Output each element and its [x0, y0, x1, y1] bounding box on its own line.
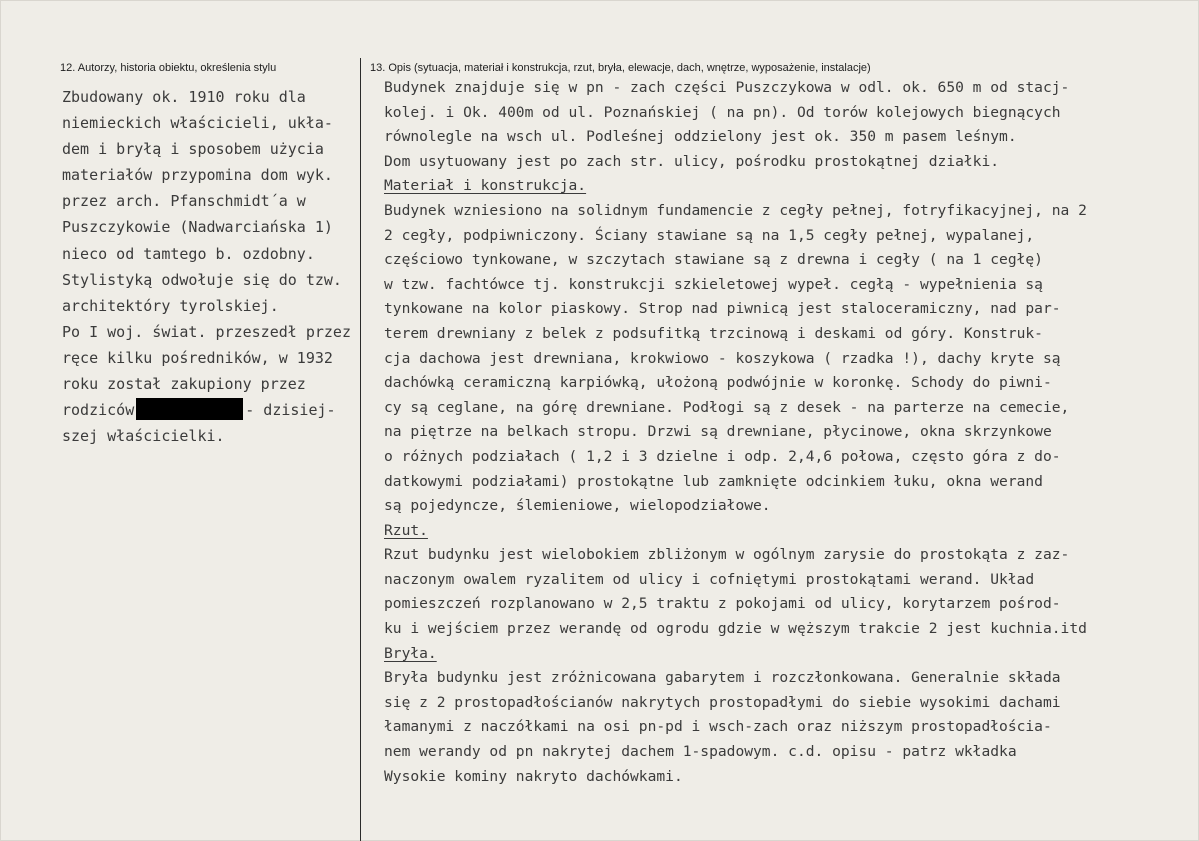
description-line: 2 cegły, podpiwniczony. Ściany stawiane są na 1,5 cegły pełnej, wypalanej, — [384, 226, 1035, 244]
description-line: terem drewniany z belek z podsufitką trzcinową i deskami od góry. Konstruk- — [384, 324, 1043, 342]
history-line: Stylistyką odwołuje się do tzw. — [62, 270, 342, 289]
description-line: datkowymi podziałami) prostokątne lub zamknięte odcinkiem łuku, okna werand — [384, 472, 1043, 490]
description-line: są pojedyncze, ślemieniowe, wielopodziałowe. — [384, 497, 771, 515]
section-title-text: Rzut. — [384, 521, 428, 539]
history-lines — [62, 84, 357, 397]
description-line: częściowo tynkowane, w szczytach stawiane są z drewna i cegły ( na 1 cegłę) — [384, 251, 1043, 269]
description-line: dachówką ceramiczną karpiówką, ułożoną podwójnie w koronkę. Schody do piwni- — [384, 374, 1052, 392]
section-title — [384, 519, 1189, 544]
history-line: Puszczykowie (Nadwarciańska 1) — [62, 218, 333, 237]
section-12-header: 12. Autorzy, historia obiektu, określenia stylu — [60, 62, 277, 74]
description-line: tynkowane na kolor piaskowy. Strop nad piwnicą jest staloceramiczny, nad par- — [384, 300, 1061, 318]
section-title-text: Materiał i konstrukcja. — [384, 177, 587, 195]
description-line: kolej. i Ok. 400m od ul. Poznańskiej ( na pn). Od torów kolejowych biegnących — [384, 103, 1061, 121]
description-line: Wysokie kominy nakryto dachówkami. — [384, 767, 683, 785]
history-redacted-line — [62, 397, 357, 423]
section-title — [384, 174, 1189, 199]
description-line: na piętrze na belkach stropu. Drzwi są drewniane, płycinowe, okna skrzynkowe — [384, 423, 1052, 441]
history-line: Po I woj. świat. przeszedł przez — [62, 322, 351, 341]
description-text-block — [384, 76, 1189, 789]
description-line: łamanymi z naczółkami na osi pn-pd i wsch-zach oraz niższym prostopadłościa- — [384, 718, 1052, 736]
history-text-block — [62, 84, 357, 449]
description-line: o różnych podziałach ( 1,2 i 3 dzielne i odp. 2,4,6 połowa, często góra z do- — [384, 447, 1061, 465]
description-line: pomieszczeń rozplanowano w 2,5 traktu z pokojami od ulicy, korytarzem pośrod- — [384, 595, 1061, 613]
history-line: nieco od tamtego b. ozdobny. — [62, 244, 315, 263]
description-line: równolegle na wsch ul. Podleśnej oddzielony jest ok. 350 m pasem leśnym. — [384, 128, 1017, 146]
section-13-header: 13. Opis (sytuacja, materiał i konstrukcja, rzut, bryła, elewacje, dach, wnętrze, wyposażenie, instalacje) — [370, 62, 871, 74]
history-line: przez arch. Pfanschmidt´a w — [62, 192, 306, 211]
description-line: się z 2 prostopadłościanów nakrytych prostopadłymi do siebie wysokimi dachami — [384, 693, 1061, 711]
redacted-line-after: - dzisiej- — [245, 401, 336, 420]
description-line: nem werandy od pn nakrytej dachem 1-spadowym. c.d. opisu - patrz wkładka — [384, 743, 1017, 761]
description-line: Rzut budynku jest wielobokiem zbliżonym w ogólnym zarysie do prostokąta z zaz- — [384, 546, 1070, 564]
redaction-box — [136, 398, 243, 420]
description-line: cy są ceglane, na górę drewniane. Podłogi są z desek - na parterze na cemecie, — [384, 398, 1070, 416]
section-title-text: Bryła. — [384, 644, 437, 662]
description-line: ku i wejściem przez werandę od ogrodu gdzie w węższym trakcie 2 jest kuchnia.itd — [384, 620, 1087, 638]
description-line: Dom usytuowany jest po zach str. ulicy, pośrodku prostokątnej działki. — [384, 152, 1000, 170]
history-line: Zbudowany ok. 1910 roku dla — [62, 88, 306, 106]
description-line: Budynek wzniesiono na solidnym fundamencie z cegły pełnej, fotryfikacyjnej, na 2 — [384, 201, 1087, 219]
history-line: dem i bryłą i sposobem użycia — [62, 140, 324, 159]
description-line: Budynek znajduje się w pn - zach części Puszczykowa w odl. ok. 650 m od stacj- — [384, 79, 1070, 96]
history-line: materiałów przypomina dom wyk. — [62, 166, 333, 185]
history-line: roku został zakupiony przez — [62, 375, 306, 394]
history-line: architektóry tyrolskiej. — [62, 296, 279, 315]
history-line: niemieckich właścicieli, ukła- — [62, 114, 333, 133]
history-line: ręce kilku pośredników, w 1932 — [62, 348, 333, 367]
column-divider — [360, 58, 361, 841]
description-line: naczonym owalem ryzalitem od ulicy i cofniętymi prostokątami werand. Układ — [384, 570, 1035, 588]
redacted-line-before: rodziców — [62, 401, 135, 420]
description-lines — [384, 76, 1189, 789]
description-line: cja dachowa jest drewniana, krokwiowo - koszykowa ( rzadka !), dachy kryte są — [384, 349, 1061, 367]
history-last-line: szej właścicielki. — [62, 427, 225, 446]
description-line: Bryła budynku jest zróżnicowana gabarytem i rozczłonkowana. Generalnie składa — [384, 669, 1061, 687]
description-line: w tzw. fachtówce tj. konstrukcji szkieletowej wypeł. cegłą - wypełnienia są — [384, 275, 1043, 293]
section-title — [384, 642, 1189, 667]
